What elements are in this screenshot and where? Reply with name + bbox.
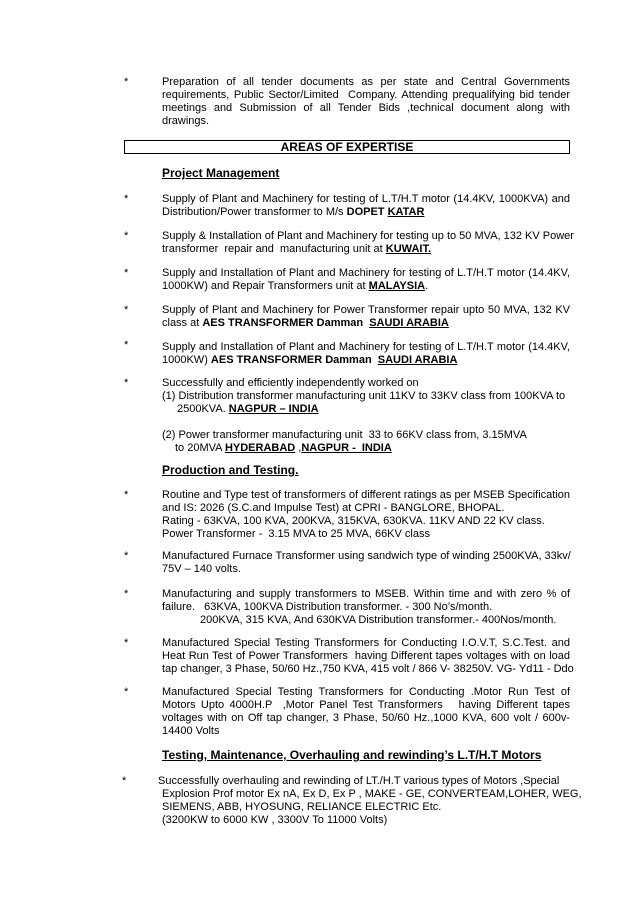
bullet: *	[124, 339, 129, 351]
pm-worked-line: (2) Power transformer manufacturing unit 33 to 66KV class from, 3.15MVA	[162, 429, 527, 441]
pm-item-line: Supply and Installation of Plant and Machinery for testing of L.T/H.T motor (14.4KV,	[162, 341, 570, 353]
bullet: *	[124, 637, 129, 649]
banner-title: AREAS OF EXPERTISE	[280, 140, 414, 154]
pm-item-line: 1000KW) AES TRANSFORMER Damman SAUDI ARABIA	[162, 354, 458, 366]
bullet: *	[124, 304, 129, 316]
intro-line: Preparation of all tender documents as per state and Central Governments	[162, 76, 570, 88]
production-item-line: Manufactured Furnace Transformer using sandwich type of winding 2500KVA, 33kv/	[162, 550, 571, 562]
bullet: *	[124, 377, 129, 389]
intro-paragraph	[162, 76, 570, 128]
project-management-heading: Project Management	[162, 166, 280, 180]
production-item	[162, 588, 570, 627]
pm-item	[162, 267, 570, 293]
bullet: *	[124, 230, 129, 242]
production-item-line: Rating - 63KVA, 100 KVA, 200KVA, 315KVA, 630KVA. 11KV AND 22 KV class.	[162, 515, 545, 527]
bullet: *	[124, 267, 129, 279]
intro-line: meetings and Submission of all Tender Bids ,technical document along with	[162, 102, 570, 114]
bullet: *	[124, 193, 129, 205]
production-item	[162, 637, 574, 676]
production-item-line: Power Transformer - 3.15 MVA to 25 MVA, 66KV class	[162, 528, 430, 540]
bullet: *	[122, 775, 127, 787]
production-item-line: tap changer, 3 Phase, 50/60 Hz.,750 KVA, 415 volt / 866 V- 38250V. VG- Yd11 - Ddo	[162, 663, 574, 675]
production-item	[162, 686, 570, 738]
production-item-line: 75V – 140 volts.	[162, 563, 241, 575]
pm-worked	[162, 377, 570, 455]
pm-worked-line: 2500KVA. NAGPUR – INDIA	[177, 403, 319, 415]
production-testing-heading: Production and Testing.	[162, 463, 299, 477]
production-item-line: Manufacturing and supply transformers to MSEB. Within time and with zero % of	[162, 588, 570, 600]
production-item-line: 200KVA, 315 KVA, And 630KVA Distribution transformer.- 400Nos/month.	[200, 614, 557, 626]
production-item	[162, 489, 570, 541]
pm-item	[162, 230, 574, 256]
production-item-line: and IS: 2026 (S.C.and Impulse Test) at CPRI - BANGLORE, BHOPAL.	[162, 502, 505, 514]
pm-worked-line: (1) Distribution transformer manufacturing unit 11KV to 33KV class from 100KVA to	[162, 390, 566, 402]
testing-item-line: Explosion Prof motor Ex nA, Ex D, Ex P , MAKE - GE, CONVERTEAM,LOHER, WEG,	[162, 788, 582, 800]
pm-item	[162, 304, 570, 330]
production-item-line: voltages with on Off tap changer, 3 Phase, 50/60 Hz.,1000 KVA, 600 volt / 600v-	[162, 712, 570, 724]
pm-worked-line: Successfully and efficiently independently worked on	[162, 377, 419, 389]
pm-item	[162, 341, 570, 367]
pm-item	[162, 193, 570, 219]
production-item	[162, 550, 570, 576]
testing-item-line: Successfully overhauling and rewinding of LT./H.T various types of Motors ,Special	[158, 775, 560, 787]
pm-item-line: Supply of Plant and Machinery for Power Transformer repair upto 50 MVA, 132 KV	[162, 304, 570, 316]
production-item-line: Routine and Type test of transformers of different ratings as per MSEB Specification	[162, 489, 571, 501]
production-item-line: Motors Upto 4000H.P ,Motor Panel Test Transformers having Different tapes	[162, 699, 570, 711]
pm-item-line: Supply of Plant and Machinery for testing of L.T/H.T motor (14.4KV, 1000KVA) and	[162, 193, 570, 205]
testing-item	[158, 775, 582, 827]
testing-item-line: (3200KW to 6000 KW , 3300V To 11000 Volts)	[162, 814, 388, 826]
production-item-line: 14400 Volts	[162, 725, 220, 737]
bullet: *	[124, 588, 129, 600]
bullet: *	[124, 489, 129, 501]
testing-maintenance-heading: Testing, Maintenance, Overhauling and rewinding’s L.T/H.T Motors	[162, 748, 542, 762]
pm-item-line: Distribution/Power transformer to M/s DOPET KATAR	[162, 206, 425, 218]
bullet: *	[124, 686, 129, 698]
production-item-line: Manufactured Special Testing Transformers for Conducting I.O.V.T, S.C.Test. and	[162, 637, 570, 649]
intro-line: drawings.	[162, 115, 210, 127]
pm-item-line: 1000KW) and Repair Transformers unit at MALAYSIA.	[162, 280, 429, 292]
pm-item-line: Supply and Installation of Plant and Machinery for testing of L.T/H.T motor (14.4KV,	[162, 267, 570, 279]
pm-item-line: transformer repair and manufacturing unit at KUWAIT.	[162, 243, 432, 255]
testing-item-line: SIEMENS, ABB, HYOSUNG, RELIANCE ELECTRIC Etc.	[162, 801, 442, 813]
pm-worked-line: to 20MVA HYDERABAD ,NAGPUR - INDIA	[175, 442, 392, 454]
bullet: *	[124, 550, 129, 562]
areas-of-expertise-banner	[124, 140, 570, 154]
production-item-line: Manufactured Special Testing Transformers for Conducting .Motor Run Test of	[162, 686, 570, 698]
intro-line: requirements, Public Sector/Limited Company. Attending prequalifying bid tender	[162, 89, 570, 101]
production-item-line: failure. 63KVA, 100KVA Distribution transformer. - 300 No’s/month.	[162, 601, 493, 613]
pm-item-line: Supply & Installation of Plant and Machinery for testing up to 50 MVA, 132 KV Power	[162, 230, 574, 242]
bullet: *	[124, 76, 129, 88]
pm-item-line: class at AES TRANSFORMER Damman SAUDI ARABIA	[162, 317, 449, 329]
production-item-line: Heat Run Test of Power Transformers having Different tapes voltages with on load	[162, 650, 570, 662]
